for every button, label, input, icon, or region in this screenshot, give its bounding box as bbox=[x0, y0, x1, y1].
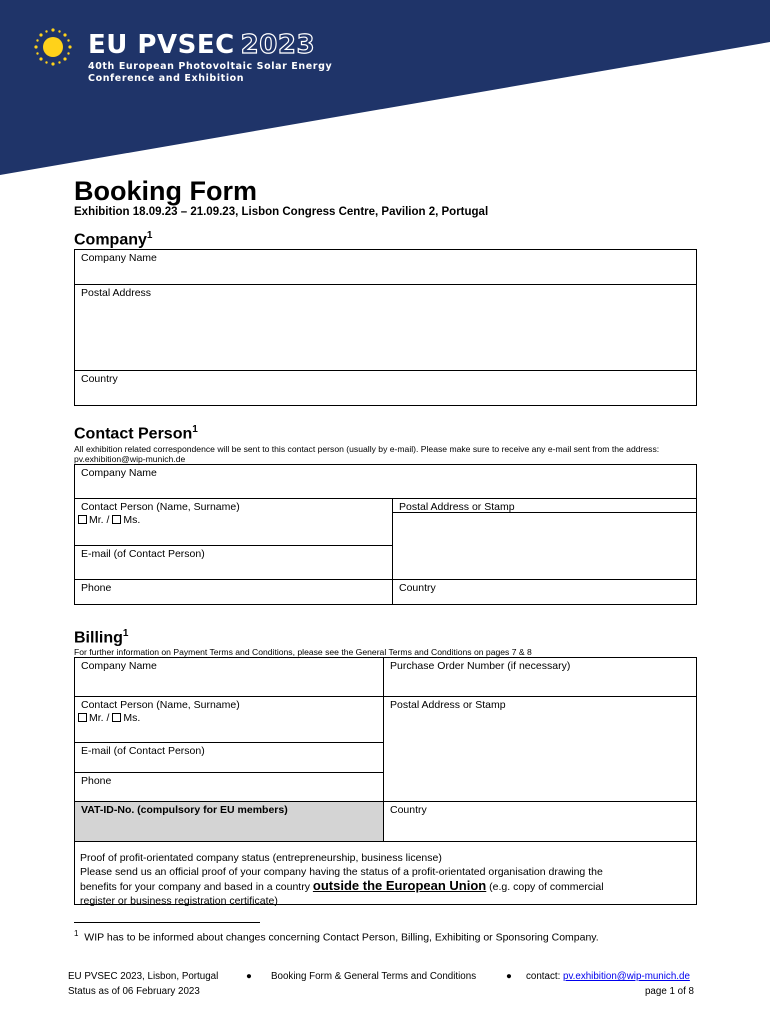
billing-contact-person-field[interactable] bbox=[75, 697, 240, 725]
billing-company-name-field[interactable]: Company Name bbox=[81, 660, 157, 672]
logo-wordmark bbox=[88, 30, 315, 60]
company-country-field[interactable]: Country bbox=[81, 373, 118, 385]
ms-checkbox[interactable] bbox=[112, 713, 121, 722]
footer-email-link[interactable]: pv.exhibition@wip-munich.de bbox=[563, 971, 690, 982]
logo-year: 2023 bbox=[240, 30, 316, 60]
sun-icon bbox=[33, 27, 73, 67]
contact-email-field[interactable]: E-mail (of Contact Person) bbox=[81, 548, 205, 560]
billing-contact-person-label: Contact Person (Name, Surname) bbox=[81, 699, 240, 711]
footer-middle: Booking Form & General Terms and Conditions bbox=[271, 971, 477, 982]
mr-checkbox[interactable] bbox=[78, 515, 87, 524]
proof-line3b: (e.g. copy of commercial bbox=[489, 881, 604, 893]
footnote-text: WIP has to be informed about changes concerning Contact Person, Billing, Exhibiting or Sponsoring Company. bbox=[84, 931, 599, 944]
company-heading-text: Company bbox=[74, 231, 147, 249]
outside-eu-emphasis: outside the European Union bbox=[312, 878, 487, 893]
billing-country-field[interactable]: Country bbox=[390, 804, 427, 816]
proof-line2: Please send us an official proof of your company having the status of a profit-orientated organisation drawing the bbox=[80, 866, 603, 878]
footer-bullet: ● bbox=[246, 971, 252, 982]
contact-country-field[interactable]: Country bbox=[399, 582, 436, 594]
contact-note: All exhibition related correspondence will be sent to this contact person (usually by e-mail). Please make sure to receive any e-mail sent from the address: pv.exhibition@wip-munich.de bbox=[74, 444, 660, 464]
contact-person-field[interactable] bbox=[75, 499, 240, 527]
footer-contact bbox=[526, 969, 690, 984]
row-divider bbox=[74, 841, 697, 842]
footnote-mark: 1 bbox=[74, 929, 79, 938]
ms-label: Ms. bbox=[123, 712, 141, 724]
logo-line2: Conference and Exhibition bbox=[88, 73, 245, 84]
contact-company-name-field[interactable]: Company Name bbox=[81, 467, 157, 479]
contact-postal-stamp-field[interactable]: Postal Address or Stamp bbox=[399, 501, 515, 513]
logo-line1: 40th European Photovoltaic Solar Energy bbox=[88, 61, 333, 72]
footnote-ref: 1 bbox=[146, 230, 153, 241]
billing-note: For further information on Payment Terms and Conditions, please see the General Terms and Conditions on pages 7 & 8 bbox=[74, 647, 532, 657]
company-heading bbox=[74, 230, 152, 249]
contact-heading bbox=[74, 424, 198, 443]
ms-checkbox[interactable] bbox=[112, 515, 121, 524]
footer-bullet: ● bbox=[506, 971, 512, 982]
proof-of-status bbox=[80, 851, 604, 908]
contact-heading-text: Contact Person bbox=[74, 425, 193, 443]
page-title: Booking Form bbox=[74, 176, 257, 206]
mr-checkbox[interactable] bbox=[78, 713, 87, 722]
billing-phone-field[interactable]: Phone bbox=[81, 775, 112, 787]
proof-line3 bbox=[80, 879, 604, 894]
company-name-field[interactable]: Company Name bbox=[81, 252, 157, 264]
billing-heading-text: Billing bbox=[74, 629, 123, 647]
mr-label: Mr. / bbox=[89, 712, 110, 724]
logo-tagline bbox=[88, 61, 332, 85]
mr-label: Mr. / bbox=[89, 514, 110, 526]
company-postal-address-field[interactable]: Postal Address bbox=[81, 287, 152, 299]
proof-line4: register or business registration certificate) bbox=[80, 895, 278, 907]
header-banner bbox=[0, 0, 770, 175]
footer-page-number: page 1 of 8 bbox=[644, 986, 694, 997]
footer-contact-label: contact: bbox=[526, 971, 561, 982]
contact-phone-field[interactable]: Phone bbox=[81, 582, 112, 594]
footnote-ref: 1 bbox=[122, 628, 129, 639]
footnote-ref: 1 bbox=[192, 424, 198, 435]
contact-person-label: Contact Person (Name, Surname) bbox=[81, 501, 240, 513]
footnote bbox=[74, 929, 599, 944]
proof-line1: Proof of profit-orientated company status (entrepreneurship, business license) bbox=[80, 852, 442, 864]
row-divider bbox=[74, 579, 697, 580]
footer-left bbox=[68, 969, 218, 999]
ms-label: Ms. bbox=[123, 514, 141, 526]
footer-status: Status as of 06 February 2023 bbox=[68, 986, 200, 997]
purchase-order-field[interactable]: Purchase Order Number (if necessary) bbox=[390, 660, 571, 672]
billing-postal-stamp-field[interactable]: Postal Address or Stamp bbox=[390, 699, 506, 711]
footnote-rule bbox=[74, 922, 260, 923]
proof-line3a: benefits for your company and based in a country bbox=[80, 881, 310, 893]
footer-event: EU PVSEC 2023, Lisbon, Portugal bbox=[68, 971, 219, 982]
row-divider bbox=[74, 772, 383, 773]
salutation bbox=[78, 712, 240, 725]
billing-heading bbox=[74, 628, 128, 647]
page-subtitle: Exhibition 18.09.23 – 21.09.23, Lisbon Congress Centre, Pavilion 2, Portugal bbox=[74, 206, 489, 218]
billing-email-field[interactable]: E-mail (of Contact Person) bbox=[81, 745, 205, 757]
contact-table bbox=[74, 464, 697, 605]
vat-id-field[interactable]: VAT-ID-No. (compulsory for EU members) bbox=[81, 804, 288, 816]
salutation bbox=[78, 514, 240, 527]
logo-name: EU PVSEC bbox=[88, 30, 235, 60]
